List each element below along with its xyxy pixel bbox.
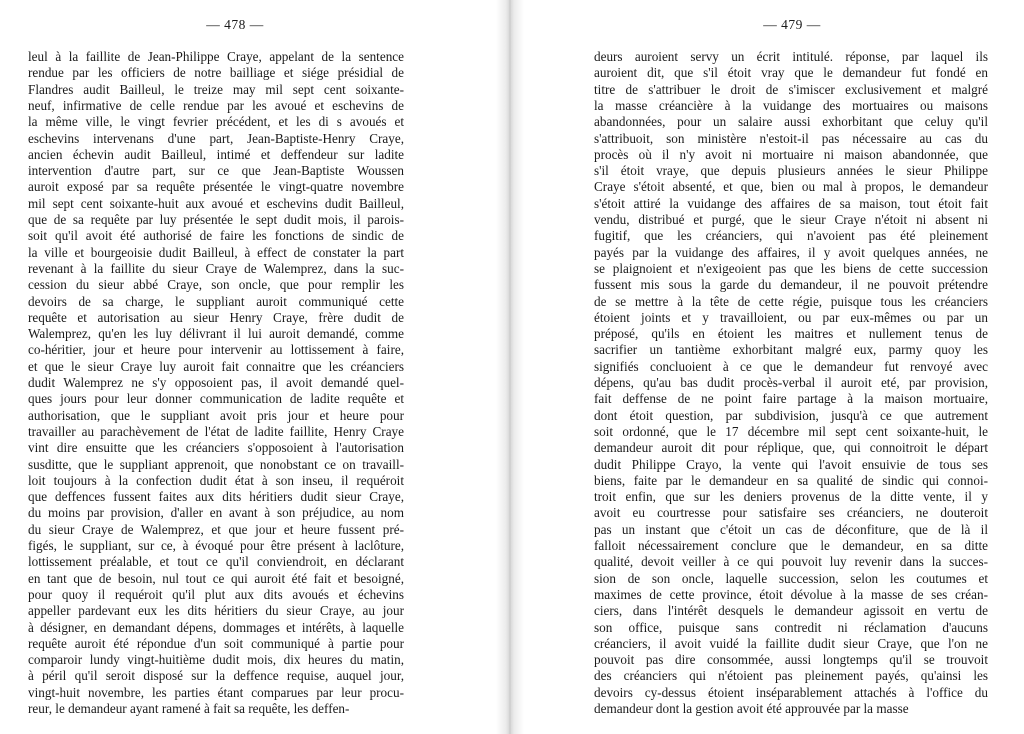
text-line: sion de son oncle, laquelle succession, selon les coutumes et — [594, 570, 988, 586]
text-line: la ville et bourgeoisie dudit Bailleul, à effect de constater la part — [28, 244, 404, 260]
text-line: deurs auroient servy un écrit intitulé. réponse, par laquel ils — [594, 49, 988, 64]
text-line: à péril qu'il seroit disposé sur la deffence requise, auquel jour, — [28, 668, 404, 684]
text-line: maximes de cette province, étoit dévolue à la masse de ses créan- — [594, 586, 988, 602]
text-line: devoirs de sa charge, le suppliant auroit communiqué cette — [28, 293, 404, 309]
text-line: vint dire ensuitte que les créanciers s'opposoient à l'autorisation — [28, 440, 404, 456]
text-line: falloit nécessairement conclure que le demandeur, en sa ditte — [594, 538, 988, 553]
page-number: — 479 — — [763, 17, 821, 32]
text-line: son office, puisque sans contredit ni réclamation d'aucuns — [594, 619, 988, 635]
text-line: travailler au parachèvement de l'état de ladite faillite, Henry Craye — [28, 423, 404, 439]
text-line: soit ordonné, que le 17 décembre mil sept cent soixante-huit, le — [594, 423, 988, 439]
text-line: pas un instant que c'étoit un cas de déconfiture, que de là il — [594, 521, 988, 537]
right-page-text — [512, 0, 1024, 734]
text-line: Walemprez, qu'en les luy délivrant il lui auroit demandé, comme — [28, 326, 404, 342]
text-line: co-héritier, jour et heure pour intervenir au lottissement à faire, — [28, 342, 404, 358]
text-line: troit enfin, que sur les deniers provenus de la ditte vente, il y — [594, 489, 988, 505]
text-line: du moins par provision, d'aller en avant à son préjudice, au nom — [28, 505, 404, 521]
text-line: sacrifier un tantième exhorbitant malgré eux, parmy quoy les — [594, 342, 988, 358]
text-line: Flandres audit Bailleul, le treize may mil sept cent soixante- — [28, 81, 404, 97]
text-line: et que le sieur Craye luy auroit fait connaitre que les créanciers — [28, 358, 404, 374]
text-line: mil sept cent soixante-huit aux avoué et eschevins dudit Bailleul, — [28, 195, 404, 211]
text-line: cession du sieur abbé Craye, son oncle, que pour remplir les — [28, 277, 404, 293]
text-line: avoit eu courtresse pour satisfaire ses créanciers, ne douteroit — [594, 505, 988, 521]
text-line: s'étoit attiré la vuidange des affaires de sa maison, tout étoit fait — [594, 195, 988, 211]
text-line: procès où il n'y avoit ni mortuaire ni maison abandonnée, que — [594, 146, 988, 162]
text-line: à désigner, en demandant dépens, dommages et intérêts, à laquelle — [28, 619, 404, 635]
text-line: requête et autorisation au sieur Henry Craye, frère dudit de — [28, 309, 404, 325]
text-line: fussent mis sous la garde du demandeur, il ne pouvoit prétendre — [594, 277, 988, 293]
text-line: ciers, dans l'intérêt desquels le demandeur agissoit en vertu de — [594, 603, 988, 619]
text-line: titre de s'attribuer le droit de s'imiscer exclusivement et malgré — [594, 81, 988, 97]
right-page — [512, 0, 1024, 734]
text-line: dépens, qu'au bas dudit procès-verbal il auroit eté, par provision, — [594, 375, 988, 390]
text-line: vendu, distribué et purgé, que le sieur Craye n'étoit ni absent ni — [594, 212, 988, 227]
text-line: du sieur Craye de Walemprez, et que jour et heure fussent pré- — [28, 521, 404, 537]
text-line: fugitif, que les créanciers, qui n'avoient pas été pleinement — [594, 228, 988, 244]
text-line: préposé, qu'ils en étoient les maitres et nullement tenus de — [594, 326, 988, 342]
text-line: que de sa requête par luy présentée le sept dudit mois, il parois- — [28, 212, 404, 227]
text-line: créanciers, il avoit vuidé la faillite dudit sieur Craye, que l'on ne — [594, 635, 988, 651]
text-line: ques jours pour leur donner communication de ladite requête et — [28, 391, 404, 407]
text-line: soit qu'il avoit été authorisé de faire les fonctions de sindic de — [28, 228, 404, 244]
text-line: revenant à la faillite du sieur Craye de Walemprez, dans la suc- — [28, 260, 404, 276]
text-line: Craye s'étoit absenté, et que, bien ou mal à propos, le demandeur — [594, 179, 988, 195]
text-line: reur, le demandeur ayant ramené à fait sa requête, les deffen- — [28, 701, 350, 716]
text-line: lottissement préalable, et tout ce qu'il conviendroit, en déclarant — [28, 554, 404, 570]
book-gutter — [496, 0, 524, 734]
text-line: authorisation, que le suppliant avoit pris jour et heure pour — [28, 407, 404, 423]
text-line: se plaignoient et n'exigeoient pas que les biens de cette succession — [594, 260, 988, 276]
text-line: devoirs cy-dessus étoient inséparablement attachés à l'office du — [594, 684, 988, 700]
page-number: — 478 — — [206, 17, 264, 32]
text-line: vingt-huit novembre, les parties étant comparues par leur procu- — [28, 684, 404, 700]
text-line: pouvoit pas dire consommée, aussi longtemps qu'il se trouvoit — [594, 652, 988, 668]
text-line: demandeur dont la gestion avoit été approuvée par la masse — [594, 701, 909, 716]
text-line: loit toujours à la confection dudit état à son inseu, il requéroit — [28, 472, 404, 488]
text-line: auroit exposé par sa requête présentée le vingt-quatre novembre — [28, 179, 404, 195]
text-line: dudit Walemprez ne s'y opposoient pas, il avoit demandé quel- — [28, 375, 404, 390]
text-line: abandonnées, pour un salaire aussi exhorbitant que celuy qu'il — [594, 114, 988, 130]
text-line: fait deffense de ne point faire partage à la maison mortuaire, — [594, 391, 988, 407]
text-line: comparoir lundy vingt-huitième dudit mois, dix heures du matin, — [28, 652, 404, 668]
text-line: la même ville, le vingt fevrier précédent, et les di s avoués et — [28, 114, 404, 130]
text-line: s'il étoit vraye, que depuis plusieurs années le sieur Philippe — [594, 163, 988, 179]
text-line: dudit Philippe Crayo, la vente qui l'avoit ensuivie de tous ses — [594, 456, 988, 472]
text-line: s'attribuoit, son ministère n'estoit-il pas nécessaire au cas du — [594, 130, 988, 146]
text-line: que deffences fussent faites aux dits héritiers dudit sieur Craye, — [28, 489, 404, 505]
text-line: pour quoy il requéroit qu'il plut aux dits avoués et échevins — [28, 586, 404, 602]
text-line: biens, faite par le demandeur en sa qualité de sindic qui connoi- — [594, 472, 988, 488]
text-line: dont étoit question, par subdivision, jusqu'à ce que autrement — [594, 407, 988, 423]
text-line: rendue par les officiers de notre bailliage et siége présidial de — [28, 65, 404, 81]
text-line: des créanciers qui n'étoient pas pleinement payés, qu'ainsi les — [594, 668, 988, 684]
text-line: de se mettre à la tête de cette régie, puisque tous les créanciers — [594, 293, 988, 309]
text-line: leul à la faillite de Jean-Philippe Craye, appelant de la sentence — [28, 49, 404, 64]
text-line: neuf, infirmative de celle rendue par les avoué et eschevins de — [28, 97, 404, 113]
text-line: requête auroit été répondue d'un soit communiqué à partie pour — [28, 635, 404, 651]
text-line: auroient dit, que s'il étoit vray que le demandeur fut fondé en — [594, 65, 988, 81]
text-line: susditte, que le suppliant apprenoit, que nonobstant ce on travaill- — [28, 456, 404, 472]
text-line: figés, le suppliant, sur ce, à évoqué pour être présent à laclôture, — [28, 538, 404, 553]
text-line: payés par la vuidange des affaires, il y avoit quelques années, ne — [594, 244, 988, 260]
text-line: eschevins intervenans d'une part, Jean-Baptiste-Henry Craye, — [28, 130, 404, 146]
text-line: en tant que de besoin, nul tout ce qui auroit été fait et besoigné, — [28, 570, 404, 586]
text-line: la masse créancière à la vuidange des mortuaires ou maisons — [594, 97, 988, 113]
text-line: intervention d'autre part, sur ce que Jean-Baptiste Woussen — [28, 163, 404, 179]
text-line: ancien échevin audit Bailleul, intimé et deffendeur sur ladite — [28, 146, 404, 162]
text-line: qualité, devoit veiller à ce qui pouvoit luy revenir dans la succes- — [594, 554, 988, 570]
text-line: signifiés concluoient à ce que le demandeur fut renvoyé avec — [594, 358, 988, 374]
text-line: demandeur auroit dit pour réplique, que, qui connoitroit le départ — [594, 440, 988, 456]
text-line: étoient joints et y travailloient, ou par eux-mêmes ou par un — [594, 309, 988, 325]
text-line: appeller pardevant eux les dits héritiers du sieur Craye, au jour — [28, 603, 404, 619]
